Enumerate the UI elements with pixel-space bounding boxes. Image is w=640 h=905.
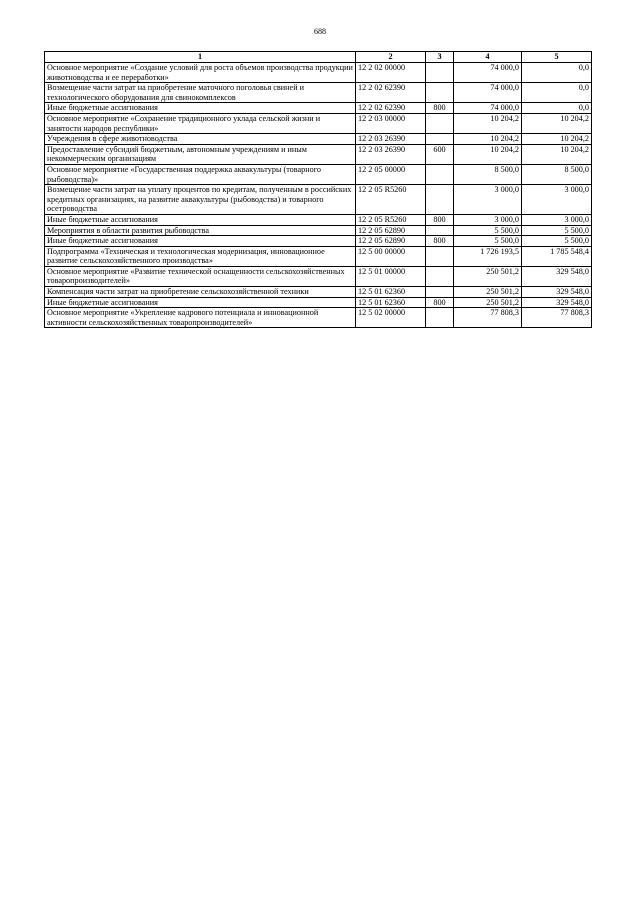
row-name-cell: Основное мероприятие «Государственная поддержка аквакультуры (товарного рыбоводства)» xyxy=(45,164,356,184)
row-type-cell xyxy=(426,113,454,133)
row-name-cell: Предоставление субсидий бюджетным, автономным учреждениям и иным некоммерческим организациям xyxy=(45,144,356,164)
row-code-cell: 12 2 05 R5260 xyxy=(356,185,426,215)
row-amount-1-cell: 10 204,2 xyxy=(454,134,522,145)
row-type-cell xyxy=(426,83,454,103)
row-amount-1-cell: 8 500,0 xyxy=(454,164,522,184)
table-row xyxy=(45,103,592,114)
row-amount-2-cell: 3 000,0 xyxy=(522,214,592,225)
table-header-row xyxy=(45,52,592,63)
row-type-cell: 800 xyxy=(426,236,454,247)
row-amount-1-cell: 74 000,0 xyxy=(454,63,522,83)
row-name-cell: Основное мероприятие «Укрепление кадрового потенциала и инновационной активности сельскохозяйственных товаропроизводителей» xyxy=(45,308,356,328)
row-code-cell: 12 2 05 R5260 xyxy=(356,214,426,225)
row-amount-1-cell: 3 000,0 xyxy=(454,214,522,225)
row-amount-1-cell: 74 000,0 xyxy=(454,103,522,114)
column-header: 1 xyxy=(45,52,356,63)
row-amount-1-cell: 5 500,0 xyxy=(454,225,522,236)
table-row xyxy=(45,185,592,215)
row-type-cell xyxy=(426,164,454,184)
row-type-cell xyxy=(426,287,454,298)
row-name-cell: Иные бюджетные ассигнования xyxy=(45,236,356,247)
row-name-cell: Возмещение части затрат на уплату процентов по кредитам, полученным в российских кредитных организациях, на развитие аквакультуры (рыбоводства) и товарного осетроводства xyxy=(45,185,356,215)
row-name-cell: Компенсация части затрат на приобретение сельскохозяйственной техники xyxy=(45,287,356,298)
column-header: 5 xyxy=(522,52,592,63)
row-name-cell: Возмещение части затрат на приобретение маточного поголовья свиней и технологического оборудования для свинокомплексов xyxy=(45,83,356,103)
row-amount-1-cell: 10 204,2 xyxy=(454,144,522,164)
row-type-cell xyxy=(426,308,454,328)
row-code-cell: 12 2 02 62390 xyxy=(356,103,426,114)
table-row xyxy=(45,287,592,298)
row-amount-1-cell: 1 726 193,5 xyxy=(454,246,522,266)
row-name-cell: Основное мероприятие «Создание условий для роста объемов производства продукции животноводства и ее переработки» xyxy=(45,63,356,83)
table-row xyxy=(45,83,592,103)
row-type-cell xyxy=(426,63,454,83)
row-code-cell: 12 2 03 26390 xyxy=(356,134,426,145)
table-row xyxy=(45,236,592,247)
row-code-cell: 12 2 02 00000 xyxy=(356,63,426,83)
row-type-cell xyxy=(426,185,454,215)
row-type-cell xyxy=(426,225,454,236)
row-name-cell: Подпрограмма «Техническая и технологическая модернизация, инновационное развитие сельскохозяйственного производства» xyxy=(45,246,356,266)
row-amount-1-cell: 5 500,0 xyxy=(454,236,522,247)
row-amount-2-cell: 77 808,3 xyxy=(522,308,592,328)
row-amount-1-cell: 77 808,3 xyxy=(454,308,522,328)
row-amount-2-cell: 3 000,0 xyxy=(522,185,592,215)
table-row xyxy=(45,266,592,286)
row-type-cell: 800 xyxy=(426,297,454,308)
row-code-cell: 12 2 05 00000 xyxy=(356,164,426,184)
row-amount-2-cell: 5 500,0 xyxy=(522,236,592,247)
row-name-cell: Основное мероприятие «Развитие технической оснащенности сельскохозяйственных товаропроизводителей» xyxy=(45,266,356,286)
table-row xyxy=(45,225,592,236)
table-row xyxy=(45,297,592,308)
row-code-cell: 12 5 00 00000 xyxy=(356,246,426,266)
row-name-cell: Основное мероприятие «Сохранение традиционного уклада сельской жизни и занятости народов республики» xyxy=(45,113,356,133)
column-header: 4 xyxy=(454,52,522,63)
row-type-cell: 600 xyxy=(426,144,454,164)
row-code-cell: 12 5 01 62360 xyxy=(356,297,426,308)
table-row xyxy=(45,63,592,83)
row-code-cell: 12 5 02 00000 xyxy=(356,308,426,328)
page-number: 688 xyxy=(314,27,326,36)
table-row xyxy=(45,134,592,145)
table-row xyxy=(45,113,592,133)
row-amount-2-cell: 1 785 548,4 xyxy=(522,246,592,266)
row-amount-1-cell: 10 204,2 xyxy=(454,113,522,133)
row-amount-1-cell: 74 000,0 xyxy=(454,83,522,103)
row-type-cell: 800 xyxy=(426,214,454,225)
row-code-cell: 12 2 05 62890 xyxy=(356,225,426,236)
row-type-cell: 800 xyxy=(426,103,454,114)
row-code-cell: 12 5 01 62360 xyxy=(356,287,426,298)
budget-table xyxy=(44,51,592,328)
row-code-cell: 12 5 01 00000 xyxy=(356,266,426,286)
table-row xyxy=(45,308,592,328)
column-header: 2 xyxy=(356,52,426,63)
row-amount-1-cell: 3 000,0 xyxy=(454,185,522,215)
row-name-cell: Мероприятия в области развития рыбоводства xyxy=(45,225,356,236)
row-amount-2-cell: 0,0 xyxy=(522,63,592,83)
row-amount-2-cell: 5 500,0 xyxy=(522,225,592,236)
row-amount-1-cell: 250 501,2 xyxy=(454,297,522,308)
row-type-cell xyxy=(426,134,454,145)
row-amount-2-cell: 8 500,0 xyxy=(522,164,592,184)
table-row xyxy=(45,164,592,184)
row-amount-2-cell: 0,0 xyxy=(522,83,592,103)
row-code-cell: 12 2 05 62890 xyxy=(356,236,426,247)
row-amount-1-cell: 250 501,2 xyxy=(454,266,522,286)
column-header: 3 xyxy=(426,52,454,63)
row-code-cell: 12 2 02 62390 xyxy=(356,83,426,103)
row-amount-2-cell: 329 548,0 xyxy=(522,266,592,286)
row-amount-2-cell: 10 204,2 xyxy=(522,113,592,133)
table-row xyxy=(45,214,592,225)
row-name-cell: Иные бюджетные ассигнования xyxy=(45,297,356,308)
row-name-cell: Учреждения в сфере животноводства xyxy=(45,134,356,145)
table-row xyxy=(45,144,592,164)
row-amount-2-cell: 0,0 xyxy=(522,103,592,114)
row-name-cell: Иные бюджетные ассигнования xyxy=(45,103,356,114)
row-type-cell xyxy=(426,266,454,286)
row-amount-2-cell: 10 204,2 xyxy=(522,144,592,164)
table-row xyxy=(45,246,592,266)
row-amount-1-cell: 250 501,2 xyxy=(454,287,522,298)
row-amount-2-cell: 10 204,2 xyxy=(522,134,592,145)
row-type-cell xyxy=(426,246,454,266)
row-amount-2-cell: 329 548,0 xyxy=(522,287,592,298)
row-code-cell: 12 2 03 00000 xyxy=(356,113,426,133)
row-amount-2-cell: 329 548,0 xyxy=(522,297,592,308)
row-code-cell: 12 2 03 26390 xyxy=(356,144,426,164)
row-name-cell: Иные бюджетные ассигнования xyxy=(45,214,356,225)
